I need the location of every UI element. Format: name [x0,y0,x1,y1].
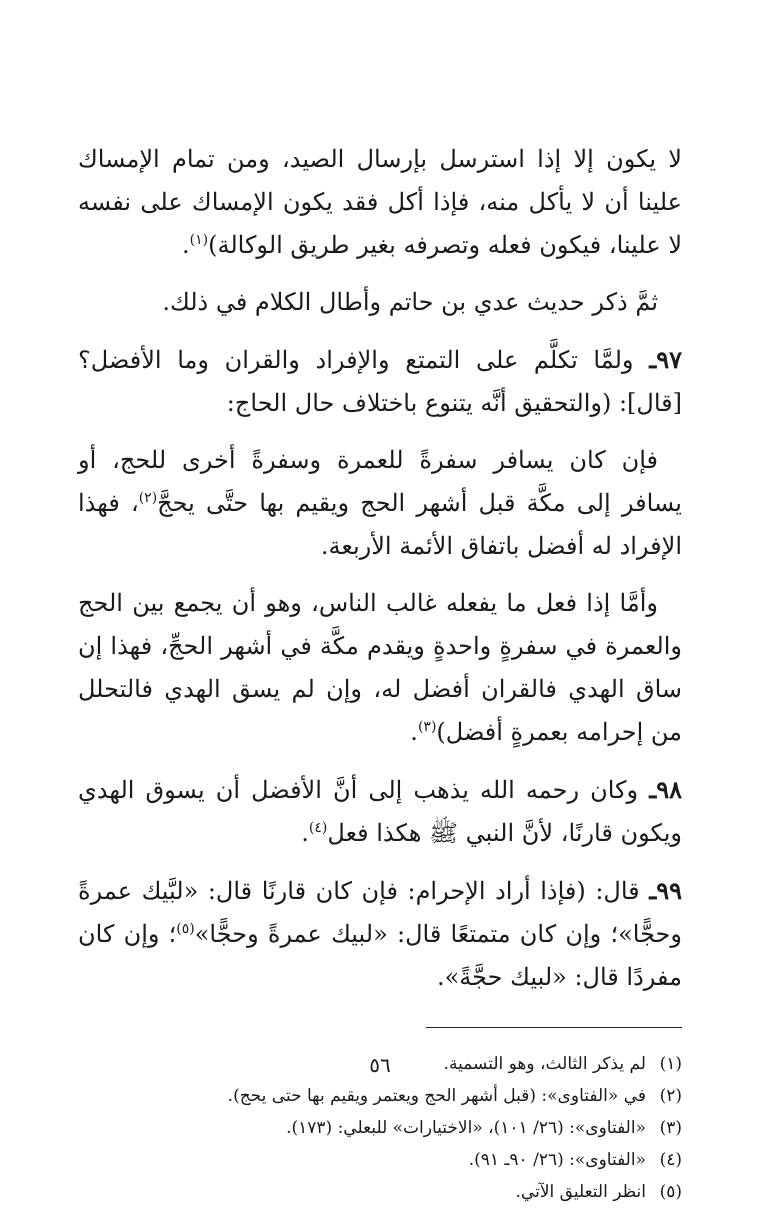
paragraph-98-end: . [301,819,309,847]
footnote-ref-3: (٣) [417,719,437,735]
footnote-text: لم يذكر الثالث، وهو التسمية. [443,1054,646,1074]
footnote-ref-5: (٥) [176,921,195,937]
paragraph-98-text: وكان رحمه الله يذهب إلى أنَّ الأفضل أن يسوق الهدي ويكون قارنًا، لأنَّ النبي ﷺ هكذا فعل [78,776,682,847]
footnote-ref-4: (٤) [308,820,328,836]
paragraph-97 [78,338,682,425]
item-number-99: ٩٩ـ [649,876,682,905]
footnote-item [78,1112,682,1144]
footnote-item [78,1176,682,1208]
footnote-divider [426,1027,682,1028]
footnote-text: «الفتاوى»: (٢٦/ ٩٠ـ ٩١). [468,1150,646,1170]
paragraph-4 [78,439,682,568]
footnote-ref-1: (١) [189,232,209,248]
paragraph-98 [78,768,682,855]
item-number-97: ٩٧ـ [649,345,682,374]
paragraph-99 [78,869,682,999]
footnote-item [78,1080,682,1112]
footnote-text: «الفتاوى»: (٢٦/ ١٠١)، «الاختيارات» للبعلي: (١٧٣). [286,1118,646,1138]
page-number: ٥٦ [369,1053,391,1077]
paragraph-99-text-a: قال: (فإذا أراد الإحرام: فإن كان قارنًا قال: «لبَّيك عمرةً وحجًّا»؛ وإن كان متمتعًا قال: «لبيك عمرةً وحجًّا» [78,877,682,948]
footnote-text: في «الفتاوى»: (قبل أشهر الحج ويعتمر ويقيم بها حتى يحج). [227,1086,646,1106]
paragraph-5-text: وأمَّا إذا فعل ما يفعله غالب الناس، وهو أن يجمع بين الحج والعمرة في سفرةٍ واحدةٍ ويقدم مكَّة في أشهر الحجِّ، فهذا إن ساق الهدي فالقران أفضل له، وإن لم يسق الهدي فالتحلل من إحرامه بعمرةٍ أفضل) [78,589,683,746]
footnote-text: انظر التعليق الآتي. [515,1182,646,1202]
paragraph-99-text-b: ؛ وإن كان مفردًا قال: «لبيك حجَّةً». [78,920,682,991]
footnote-number: (١) [659,1054,682,1074]
footnote-number: (٢) [659,1086,682,1106]
paragraph-4-text-b: ، فهذا الإفراد له أفضل باتفاق الأئمة الأربعة. [78,489,682,560]
footnote-number: (٣) [659,1118,682,1138]
footnote-item [78,1144,682,1176]
item-number-98: ٩٨ـ [649,775,682,804]
paragraph-2 [78,281,682,324]
footnote-number: (٥) [659,1182,682,1202]
paragraph-1-text: لا يكون إلا إذا استرسل بإرسال الصيد، ومن تمام الإمساك علينا أن لا يأكل منه، فإذا أكل فقد يكون الإمساك على نفسه لا علينا، فيكون فعله وتصرفه بغير طريق الوكالة) [78,145,682,259]
footnote-ref-2: (٢) [138,490,158,506]
paragraph-1-end: . [182,231,190,259]
footnote-number: (٤) [659,1150,682,1170]
paragraph-2-text: ثمَّ ذكر حديث عدي بن حاتم وأطال الكلام في ذلك. [162,288,658,316]
paragraph-1 [78,138,682,267]
paragraph-97-text: ولمَّا تكلَّم على التمتع والإفراد والقران وما الأفضل؟ [قال]: (والتحقيق أنَّه يتنوع باختلاف حال الحاج: [78,346,682,417]
paragraph-5 [78,582,682,754]
paragraph-5-end: . [410,718,418,746]
paragraph-4-text-a: فإن كان يسافر سفرةً للعمرة وسفرةً أخرى للحج، أو يسافر إلى مكَّة قبل أشهر الحج ويقيم بها حتَّى يحجَّ [78,446,682,517]
